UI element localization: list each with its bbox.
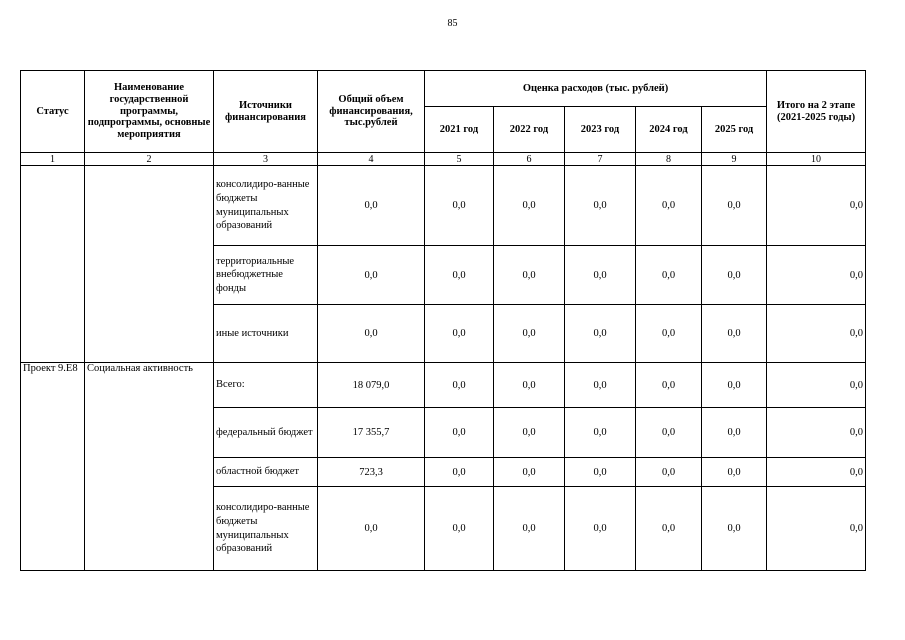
financing-table — [20, 70, 866, 571]
header-year: 2022 год — [494, 107, 565, 153]
year-value: 0,0 — [494, 305, 565, 363]
column-number-row — [21, 153, 866, 166]
financing-source: Всего: — [214, 363, 318, 408]
year-value: 0,0 — [494, 363, 565, 408]
year-value: 0,0 — [425, 408, 494, 458]
year-value: 0,0 — [702, 305, 767, 363]
year-value: 0,0 — [565, 363, 636, 408]
column-number: 4 — [318, 153, 425, 166]
year-value: 0,0 — [425, 363, 494, 408]
total-volume-cell: 0,0 — [318, 305, 425, 363]
year-value: 0,0 — [702, 408, 767, 458]
table-row — [21, 166, 866, 246]
year-value: 0,0 — [494, 487, 565, 571]
year-value: 0,0 — [702, 363, 767, 408]
header-name: Наименование государственной программы, подпрограммы, основные мероприятия — [85, 71, 214, 153]
year-value: 0,0 — [565, 246, 636, 305]
header-year: 2025 год — [702, 107, 767, 153]
year-value: 0,0 — [494, 458, 565, 487]
year-value: 0,0 — [565, 166, 636, 246]
stage-total-cell: 0,0 — [767, 166, 866, 246]
table-row — [21, 363, 866, 408]
year-value: 0,0 — [565, 487, 636, 571]
year-value: 0,0 — [636, 305, 702, 363]
row-name: Социальная активность — [85, 363, 214, 571]
header-estimate: Оценка расходов (тыс. рублей) — [425, 71, 767, 107]
year-value: 0,0 — [425, 166, 494, 246]
header-status: Статус — [21, 71, 85, 153]
year-value: 0,0 — [702, 458, 767, 487]
header-sources: Источники финансирования — [214, 71, 318, 153]
year-value: 0,0 — [702, 166, 767, 246]
year-value: 0,0 — [565, 458, 636, 487]
header-total-volume: Общий объем финансирования, тыс.рублей — [318, 71, 425, 153]
row-name — [85, 166, 214, 363]
year-value: 0,0 — [565, 408, 636, 458]
header-year: 2024 год — [636, 107, 702, 153]
year-value: 0,0 — [702, 246, 767, 305]
financing-source: федеральный бюджет — [214, 408, 318, 458]
stage-total-cell: 0,0 — [767, 305, 866, 363]
financing-source: консолидиро-ванные бюджеты муниципальных образований — [214, 487, 318, 571]
total-volume-cell: 18 079,0 — [318, 363, 425, 408]
total-volume-cell: 17 355,7 — [318, 408, 425, 458]
stage-total-cell: 0,0 — [767, 458, 866, 487]
year-value: 0,0 — [636, 487, 702, 571]
year-value: 0,0 — [565, 305, 636, 363]
row-status: Проект 9.Е8 — [21, 363, 85, 571]
stage-total-cell: 0,0 — [767, 408, 866, 458]
year-value: 0,0 — [636, 166, 702, 246]
year-value: 0,0 — [636, 408, 702, 458]
header-year: 2023 год — [565, 107, 636, 153]
year-value: 0,0 — [636, 458, 702, 487]
row-status — [21, 166, 85, 363]
financing-source: консолидиро-ванные бюджеты муниципальных образований — [214, 166, 318, 246]
total-volume-cell: 723,3 — [318, 458, 425, 487]
financing-source: территориальные внебюджетные фонды — [214, 246, 318, 305]
total-volume-cell: 0,0 — [318, 487, 425, 571]
header-year: 2021 год — [425, 107, 494, 153]
column-number: 9 — [702, 153, 767, 166]
year-value: 0,0 — [494, 166, 565, 246]
year-value: 0,0 — [425, 487, 494, 571]
column-number: 6 — [494, 153, 565, 166]
column-number: 8 — [636, 153, 702, 166]
total-volume-cell: 0,0 — [318, 246, 425, 305]
header-stage-total: Итого на 2 этапе (2021-2025 годы) — [767, 71, 866, 153]
year-value: 0,0 — [494, 246, 565, 305]
year-value: 0,0 — [636, 363, 702, 408]
column-number: 10 — [767, 153, 866, 166]
financing-source: иные источники — [214, 305, 318, 363]
column-number: 2 — [85, 153, 214, 166]
column-number: 7 — [565, 153, 636, 166]
year-value: 0,0 — [494, 408, 565, 458]
column-number: 1 — [21, 153, 85, 166]
financing-source: областной бюджет — [214, 458, 318, 487]
year-value: 0,0 — [425, 458, 494, 487]
year-value: 0,0 — [425, 246, 494, 305]
column-number: 5 — [425, 153, 494, 166]
stage-total-cell: 0,0 — [767, 363, 866, 408]
stage-total-cell: 0,0 — [767, 246, 866, 305]
page-number: 85 — [447, 18, 458, 29]
year-value: 0,0 — [425, 305, 494, 363]
year-value: 0,0 — [702, 487, 767, 571]
total-volume-cell: 0,0 — [318, 166, 425, 246]
year-value: 0,0 — [636, 246, 702, 305]
column-number: 3 — [214, 153, 318, 166]
stage-total-cell: 0,0 — [767, 487, 866, 571]
